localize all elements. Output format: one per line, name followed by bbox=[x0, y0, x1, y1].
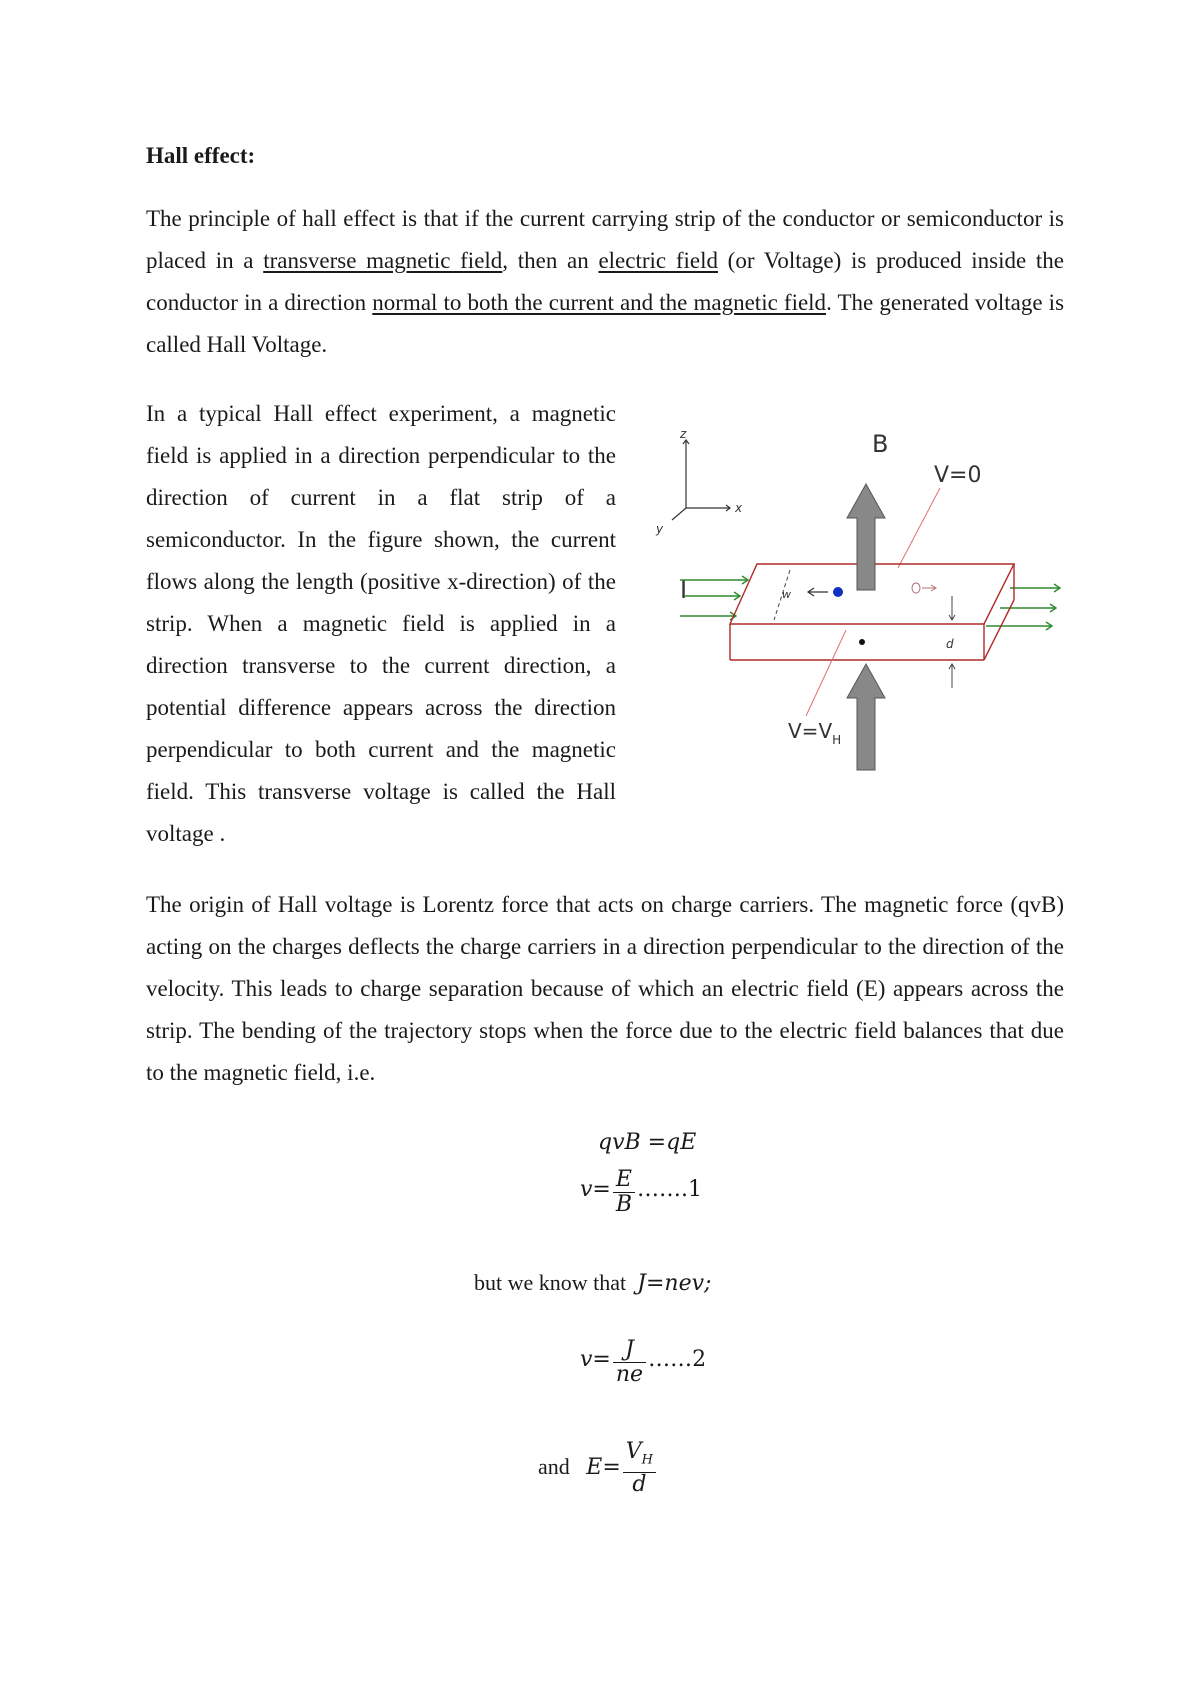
outgoing-current-arrows bbox=[986, 584, 1060, 630]
axis-z-label: z bbox=[680, 427, 687, 441]
v-zero-leader-line bbox=[898, 488, 940, 568]
coordinate-axes bbox=[672, 440, 730, 520]
magnetic-field-label: B bbox=[872, 430, 889, 458]
eq4-denominator: ne bbox=[615, 1362, 644, 1387]
electron-velocity-arrow bbox=[808, 588, 828, 596]
eq2-denominator: B bbox=[615, 1192, 633, 1217]
origin-paragraph: The origin of Hall voltage is Lorentz force that acts on charge carriers. The magnetic force (qvB) acting on the charges deflects the charge carriers in a direction perpendicular to the direction of the velocity. This leads to charge separation because of which an electric field (E) appears across the strip. The bending of the trajectory stops when the force due to the electric field balances that due to the magnetic field, i.e. bbox=[146, 892, 1064, 1085]
underlined-electric-field: electric field bbox=[598, 248, 718, 273]
current-label: I bbox=[680, 576, 688, 604]
intro-text-4: . The generated voltage is called Hall Voltage. bbox=[146, 290, 1065, 357]
magnetic-field-arrow-top bbox=[847, 484, 885, 590]
eq2-lhs: v= bbox=[580, 1177, 611, 1203]
intro-text-3: (or Voltage) is produced inside the conductor in a direction bbox=[146, 248, 1065, 315]
intro-paragraph bbox=[146, 198, 1064, 366]
eq2-tag: …….1 bbox=[637, 1177, 703, 1203]
drift-velocity-marker bbox=[912, 583, 936, 593]
eq2-numerator: E bbox=[613, 1168, 635, 1193]
eq5-lhs: E= bbox=[586, 1454, 621, 1480]
experiment-paragraph: In a typical Hall effect experiment, a magnetic field is applied in a direction perpendicular to the direction of current in a flat strip of a semiconductor. In the figure shown, the current flows along the length (positive x-direction) of the strip. When a magnetic field is applied in a direction transverse to the current direction, a potential difference appears across the direction perpendicular to both current and the magnetic field. This transverse voltage is called the Hall voltage . bbox=[146, 401, 616, 846]
eq5-numerator: $V_H$ bbox=[623, 1440, 656, 1473]
eq4-numerator: J bbox=[613, 1338, 646, 1363]
width-label: w bbox=[782, 588, 791, 601]
v-zero-label: V=0 bbox=[934, 463, 982, 488]
hall-voltage-label: $V=V_H$ bbox=[788, 719, 842, 747]
axis-x-label: x bbox=[735, 501, 743, 515]
equation-current-density bbox=[474, 1270, 711, 1296]
charge-dot bbox=[859, 639, 865, 645]
thickness-label: d bbox=[946, 637, 954, 651]
eq4-fraction bbox=[613, 1338, 646, 1387]
incoming-current-arrows bbox=[680, 576, 748, 620]
underlined-normal-direction: normal to both the current and the magnetic field bbox=[372, 290, 827, 315]
magnetic-field-arrow-bottom bbox=[847, 664, 885, 770]
equation-electric-field bbox=[538, 1440, 658, 1497]
intro-text-2: , then an bbox=[502, 248, 599, 273]
eq3-math: J=nev; bbox=[637, 1271, 712, 1296]
eq2-fraction bbox=[613, 1168, 635, 1217]
eq4-tag: ……2 bbox=[648, 1347, 707, 1373]
eq5-denominator: d bbox=[632, 1472, 647, 1498]
equation-velocity-eb bbox=[580, 1168, 702, 1217]
eq5-fraction bbox=[623, 1440, 656, 1497]
axis-y-label: y bbox=[656, 522, 664, 536]
hall-effect-figure bbox=[640, 420, 1080, 800]
eq5-text: and bbox=[538, 1453, 576, 1479]
equation-force-balance: qvB =qE bbox=[598, 1130, 697, 1155]
eq4-lhs: v= bbox=[580, 1347, 611, 1373]
hall-voltage-leader-line bbox=[806, 630, 846, 716]
equation-velocity-jne bbox=[580, 1338, 706, 1387]
underlined-transverse-field: transverse magnetic field bbox=[263, 248, 503, 273]
eq3-text: but we know that bbox=[474, 1270, 632, 1295]
section-heading: Hall effect: bbox=[146, 143, 256, 168]
intro-text-1: The principle of hall effect is that if the current carrying strip of the conductor or semiconductor is placed in a bbox=[146, 206, 1064, 273]
electron-dot bbox=[833, 587, 843, 597]
